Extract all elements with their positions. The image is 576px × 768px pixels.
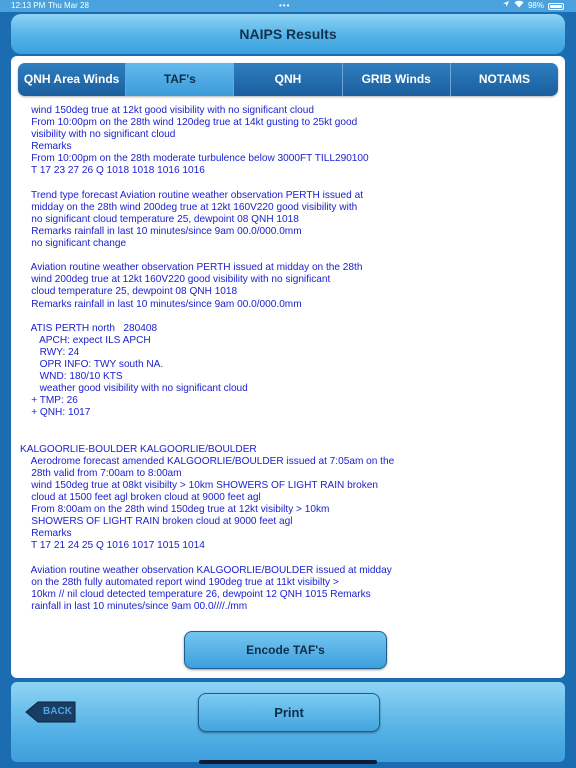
report-line <box>20 250 558 262</box>
back-button[interactable] <box>25 701 76 723</box>
tab-tafs[interactable]: TAF's <box>126 63 234 96</box>
report-line: T 17 23 27 26 Q 1018 1018 1016 1016 <box>20 165 205 177</box>
home-indicator[interactable] <box>199 760 377 764</box>
status-right <box>502 0 564 12</box>
report-line: ATIS PERTH north 280408 <box>20 322 158 334</box>
report-line <box>20 419 558 431</box>
page-title: NAIPS Results <box>239 26 337 42</box>
report-line: Remarks rainfall in last 10 minutes/since 9am 00.0/000.0mm <box>20 298 302 310</box>
report-line: wind 200deg true at 12kt 160V220 good visibility with no significant <box>20 274 331 286</box>
tab-grib-winds[interactable]: GRIB Winds <box>343 63 451 96</box>
report-line: Remarks <box>20 141 72 153</box>
back-label: BACK <box>43 706 72 717</box>
report-line: OPR INFO: TWY south NA. <box>20 358 164 370</box>
report-line: From 10:00pm on the 28th moderate turbulence below 3000FT TILL290100 <box>20 153 369 165</box>
report-line: Aviation routine weather observation PERTH issued at midday on the 28th <box>20 262 363 274</box>
report-line: cloud temperature 25, dewpoint 08 QNH 1018 <box>20 286 238 298</box>
print-button[interactable]: Print <box>198 693 380 732</box>
report-line: APCH: expect ILS APCH <box>20 334 151 346</box>
report-line: WND: 180/10 KTS <box>20 371 123 383</box>
tab-notams[interactable]: NOTAMS <box>478 72 530 86</box>
report-line: wind 150deg true at 12kt good visibility with no significant cloud <box>20 105 315 116</box>
title-bar <box>11 14 565 54</box>
footer-bar <box>11 682 565 762</box>
report-line <box>20 552 558 564</box>
report-line: on the 28th fully automated report wind 190deg true at 11kt visibilty > <box>20 576 339 588</box>
report-line: Remarks rainfall in last 10 minutes/since 9am 00.0/000.0mm <box>20 225 302 237</box>
report-line: Aviation routine weather observation KALGOORLIE/BOULDER issued at midday <box>20 564 392 576</box>
multitask-dots: ••• <box>279 1 291 10</box>
report-line: From 8:00am on the 28th wind 150deg true at 12kt visibilty > 10km <box>20 504 330 516</box>
report-line: no significant change <box>20 238 127 250</box>
status-date: Thu Mar 28 <box>48 1 89 10</box>
wifi-icon <box>514 0 524 12</box>
report-line: SHOWERS OF LIGHT RAIN broken cloud at 9000 feet agl <box>20 516 293 528</box>
battery-icon <box>548 3 564 10</box>
report-line: rainfall in last 10 minutes/since 9am 00.0////./mm <box>20 600 248 612</box>
report-line: wind 150deg true at 08kt visibilty > 10km SHOWERS OF LIGHT RAIN broken <box>20 479 378 491</box>
report-line: Aerodrome forecast amended KALGOORLIE/BOULDER issued at 7:05am on the <box>20 455 395 467</box>
report-line <box>20 311 558 323</box>
tab-qnh-area-winds[interactable]: QNH Area Winds <box>18 63 126 96</box>
report-line: midday on the 28th wind 200deg true at 12kt 160V220 good visibility with <box>20 201 358 213</box>
taf-report-text[interactable] <box>20 105 558 625</box>
location-icon <box>502 0 510 12</box>
status-time: 12:13 PM <box>11 1 46 10</box>
battery-percent: 98% <box>527 1 544 10</box>
report-line: no significant cloud temperature 25, dewpoint 08 QNH 1018 <box>20 213 299 225</box>
tab-qnh[interactable]: QNH <box>234 63 342 96</box>
report-line: RWY: 24 <box>20 346 80 358</box>
report-line: + TMP: 26 <box>20 395 78 407</box>
report-line: From 10:00pm on the 28th wind 120deg true at 14kt gusting to 25kt good <box>20 117 358 129</box>
report-line: weather good visibility with no significant cloud <box>20 383 248 395</box>
report-line: 28th valid from 7:00am to 8:00am <box>20 467 182 479</box>
report-line: Trend type forecast Aviation routine weather observation PERTH issued at <box>20 189 363 201</box>
report-line <box>20 432 558 444</box>
report-line: T 17 21 24 25 Q 1016 1017 1015 1014 <box>20 540 205 552</box>
report-line <box>20 178 558 190</box>
report-line: visibility with no significant cloud <box>20 129 176 141</box>
report-line: 10km // nil cloud detected temperature 26, dewpoint 12 QNH 1015 Remarks <box>20 588 371 600</box>
results-panel <box>11 56 565 678</box>
report-line: cloud at 1500 feet agl broken cloud at 9000 feet agl <box>20 492 261 503</box>
report-line: KALGOORLIE-BOULDER KALGOORLIE/BOULDER <box>20 443 257 455</box>
encode-tafs-button[interactable]: Encode TAF's <box>184 631 387 669</box>
status-bar <box>0 0 576 12</box>
tab-bar <box>18 63 558 96</box>
report-line: Remarks <box>20 528 72 540</box>
report-line: + QNH: 1017 <box>20 407 91 419</box>
